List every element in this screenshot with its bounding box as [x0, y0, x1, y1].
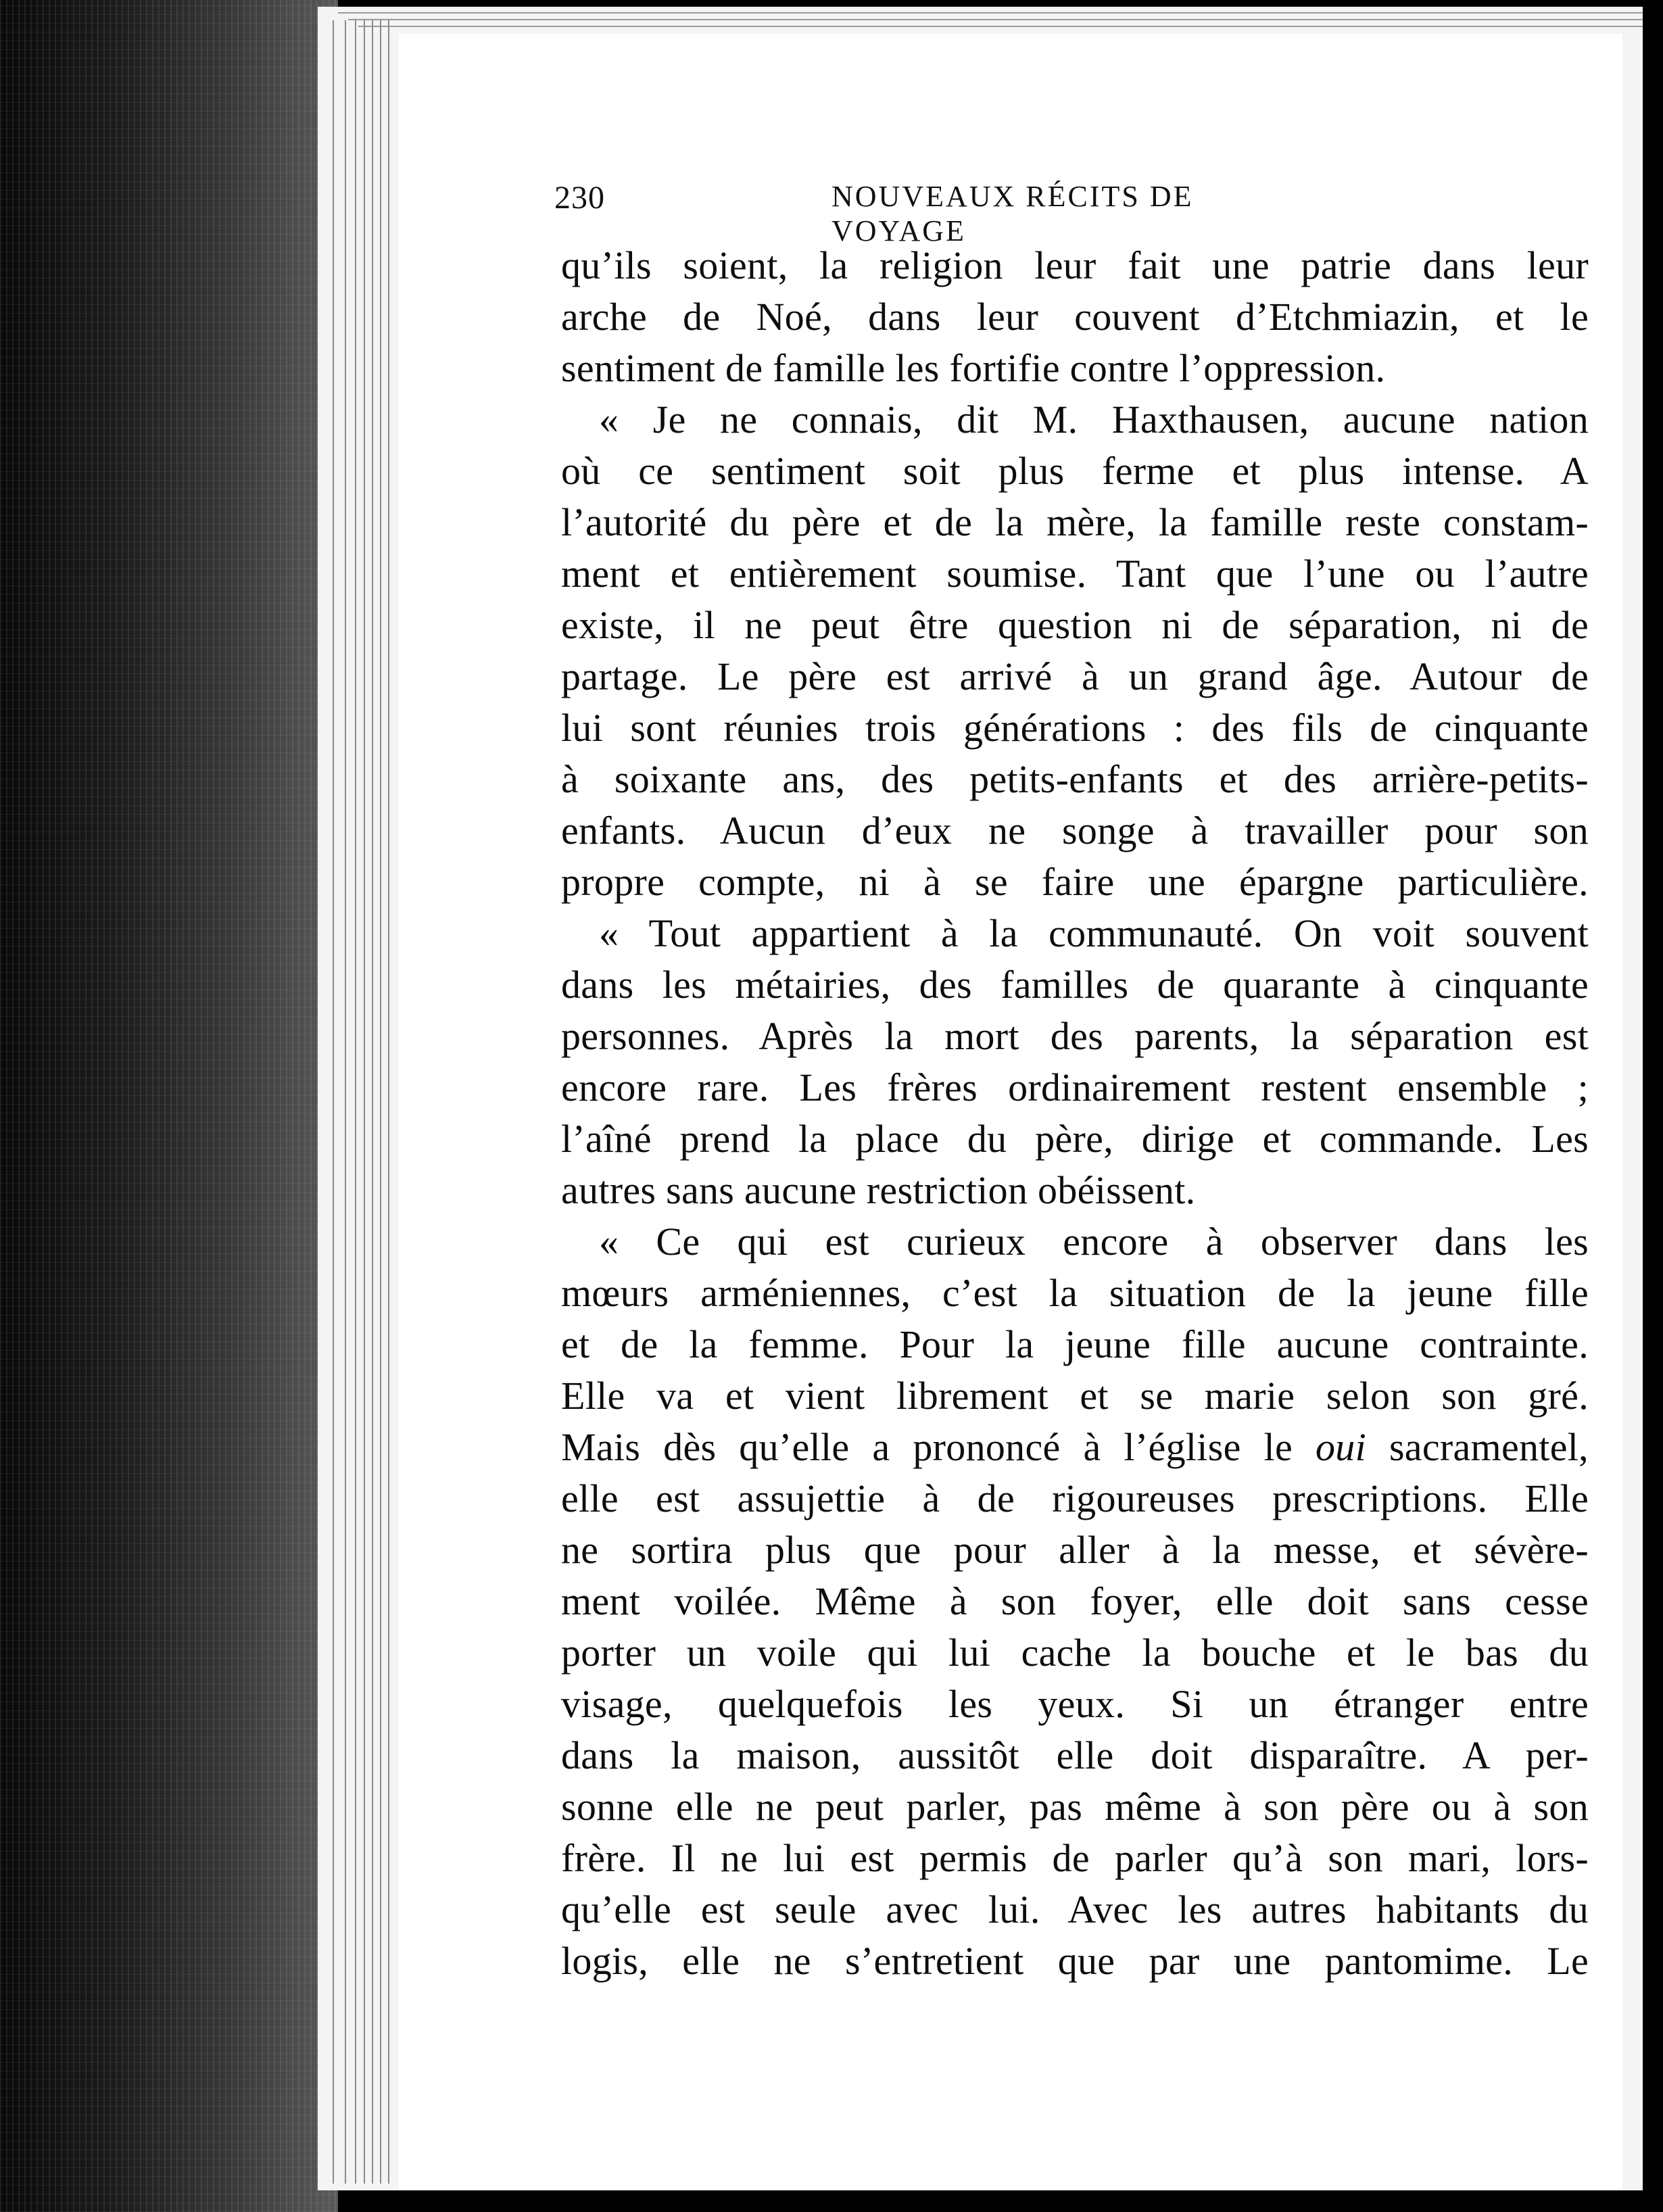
text-line: encore rare. Les frères ordinairement restent ensemble ;: [561, 1065, 1589, 1109]
text-line: à soixante ans, des petits-enfants et des arrière-petits-: [561, 757, 1589, 801]
text-line: arche de Noé, dans leur couvent d’Etchmiazin, et le: [561, 295, 1589, 339]
text-line: partage. Le père est arrivé à un grand âge. Autour de: [561, 654, 1589, 698]
running-title: NOUVEAUX RÉCITS DE VOYAGE: [832, 180, 1194, 247]
text-line: où ce sentiment soit plus ferme et plus intense. A: [561, 449, 1589, 493]
text-line: [561, 1422, 1589, 1473]
page-edge: [364, 20, 365, 2184]
text-line: « Je ne connais, dit M. Haxthausen, aucune nation: [599, 398, 1589, 441]
page-edge-top: [338, 12, 1663, 14]
text-line: elle est assujettie à de rigoureuses prescriptions. Elle: [561, 1476, 1589, 1520]
text-line: l’autorité du père et de la mère, la famille reste constam-: [561, 500, 1589, 544]
scan-border: [1643, 0, 1663, 2212]
text-line: personnes. Après la mort des parents, la séparation est: [561, 1014, 1589, 1058]
text-line: frère. Il ne lui est permis de parler qu’à son mari, lors-: [561, 1836, 1589, 1880]
text-line: qu’elle est seule avec lui. Avec les autres habitants du: [561, 1888, 1589, 1931]
page-edge: [355, 20, 356, 2184]
text-line: et de la femme. Pour la jeune fille aucune contrainte.: [561, 1322, 1589, 1366]
text-line: ment voilée. Même à son foyer, elle doit sans cesse: [561, 1579, 1589, 1623]
page-edge: [372, 20, 373, 2184]
text-line: sentiment de famille les fortifie contre l’oppression.: [561, 346, 1386, 390]
page-edge: [388, 20, 389, 2184]
text-line: logis, elle ne s’entretient que par une pantomime. Le: [561, 1939, 1589, 1983]
text-line: lui sont réunies trois générations : des fils de cinquante: [561, 706, 1589, 750]
text-fragment: Mais dès qu’elle a prononcé à l’église le: [561, 1425, 1293, 1469]
text-line: visage, quelquefois les yeux. Si un étranger entre: [561, 1682, 1589, 1726]
text-line: qu’ils soient, la religion leur fait une patrie dans leur: [561, 243, 1589, 287]
text-line: « Tout appartient à la communauté. On voit souvent: [599, 911, 1589, 955]
page-edge: [380, 20, 381, 2184]
text-fragment: sacramentel,: [1389, 1425, 1589, 1469]
text-line: mœurs arméniennes, c’est la situation de la jeune fille: [561, 1271, 1589, 1315]
text-line: dans les métairies, des familles de quarante à cinquante: [561, 963, 1589, 1007]
italic-word: oui: [1315, 1425, 1366, 1469]
page-edge: [345, 20, 346, 2184]
text-line: enfants. Aucun d’eux ne songe à travailler pour son: [561, 809, 1589, 852]
page-header: [554, 179, 1325, 247]
text-line: ment et entièrement soumise. Tant que l’une ou l’autre: [561, 552, 1589, 596]
text-line: dans la maison, aussitôt elle doit disparaître. A per-: [561, 1733, 1589, 1777]
text-line: propre compte, ni à se faire une épargne particulière.: [561, 860, 1589, 904]
text-line: porter un voile qui lui cache la bouche et le bas du: [561, 1631, 1589, 1675]
text-line: ne sortira plus que pour aller à la messe, et sévère-: [561, 1528, 1589, 1572]
text-line: sonne elle ne peut parler, pas même à son père ou à son: [561, 1785, 1589, 1829]
text-line: l’aîné prend la place du père, dirige et commande. Les: [561, 1117, 1589, 1161]
text-line: autres sans aucune restriction obéissent.: [561, 1168, 1196, 1212]
page-edge-top: [358, 26, 1663, 27]
text-line: existe, il ne peut être question ni de séparation, ni de: [561, 603, 1589, 647]
page-number: 230: [554, 180, 605, 216]
page-edge: [333, 20, 334, 2184]
page-edge-top: [348, 19, 1663, 20]
book-edge: [0, 0, 338, 2212]
text-line: Elle va et vient librement et se marie selon son gré.: [561, 1374, 1589, 1418]
body-text: [561, 240, 1589, 1987]
text-line: « Ce qui est curieux encore à observer dans les: [599, 1220, 1589, 1264]
